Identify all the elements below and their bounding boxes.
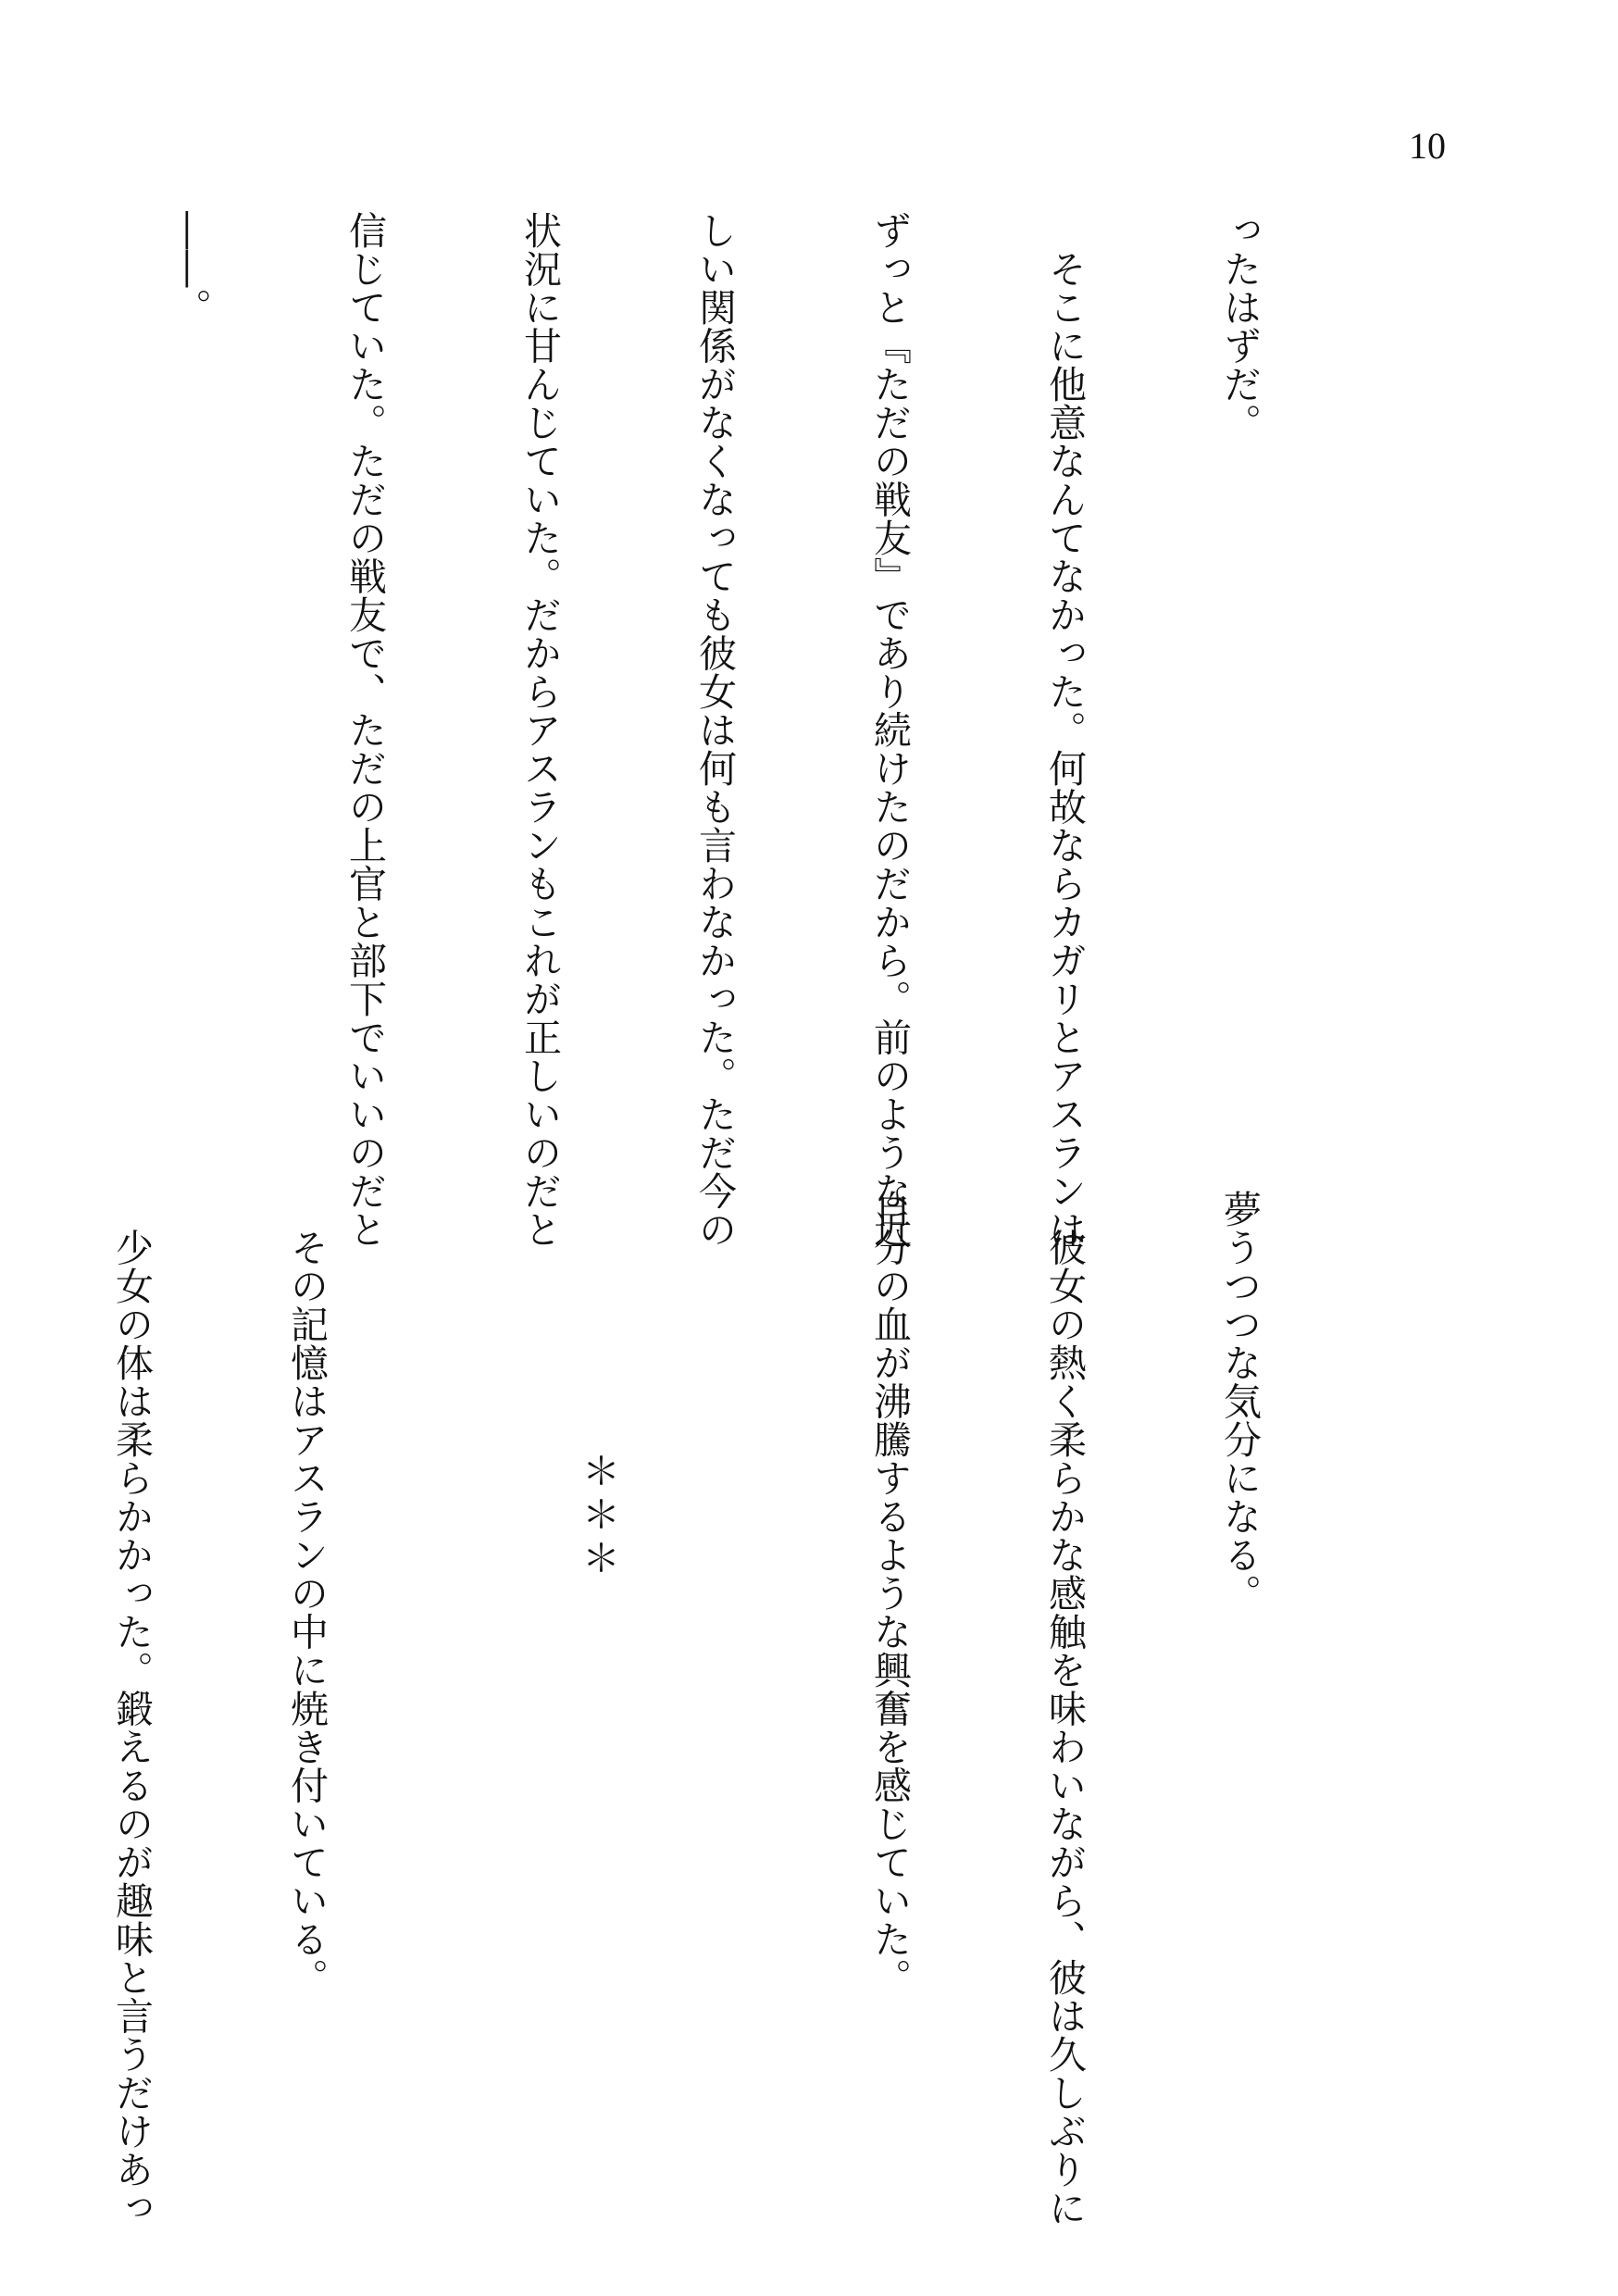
text-line: 少女の体は柔らかかった。鍛えるのが趣味と言うだけあっ: [109, 1190, 154, 2227]
text-line: ずっと『ただの戦友』であり続けたのだから。前のような近: [867, 211, 912, 1249]
text-line: その記憶はアスランの中に焼き付いている。: [284, 1190, 329, 1997]
text-line: ――。: [168, 211, 212, 327]
text-block-top: [0, 211, 1385, 1249]
text-line: ったはずだ。: [1217, 211, 1262, 442]
scene-separator: ＊＊＊: [576, 1190, 620, 1581]
text-block-bottom: [0, 1190, 1385, 2227]
text-line: 自分の血が沸騰するような興奮を感じていた。: [867, 1190, 912, 1997]
page-number: 10: [1409, 125, 1446, 167]
text-line: 彼女の熱く柔らかな感触を味わいながら、彼は久しぶりに: [1042, 1190, 1087, 2227]
text-line: 信じていた。ただの戦友で、ただの上官と部下でいいのだと: [342, 211, 387, 1249]
text-line: 状況に甘んじていた。だからアスランもこれが正しいのだと: [517, 211, 562, 1249]
text-line: 夢うつつな気分になる。: [1217, 1190, 1262, 1613]
text-line: しい関係がなくなっても彼女は何も言わなかった。ただ今の: [692, 211, 737, 1249]
text-line: そこに他意なんてなかった。何故ならカガリとアスランは: [1042, 211, 1087, 1249]
